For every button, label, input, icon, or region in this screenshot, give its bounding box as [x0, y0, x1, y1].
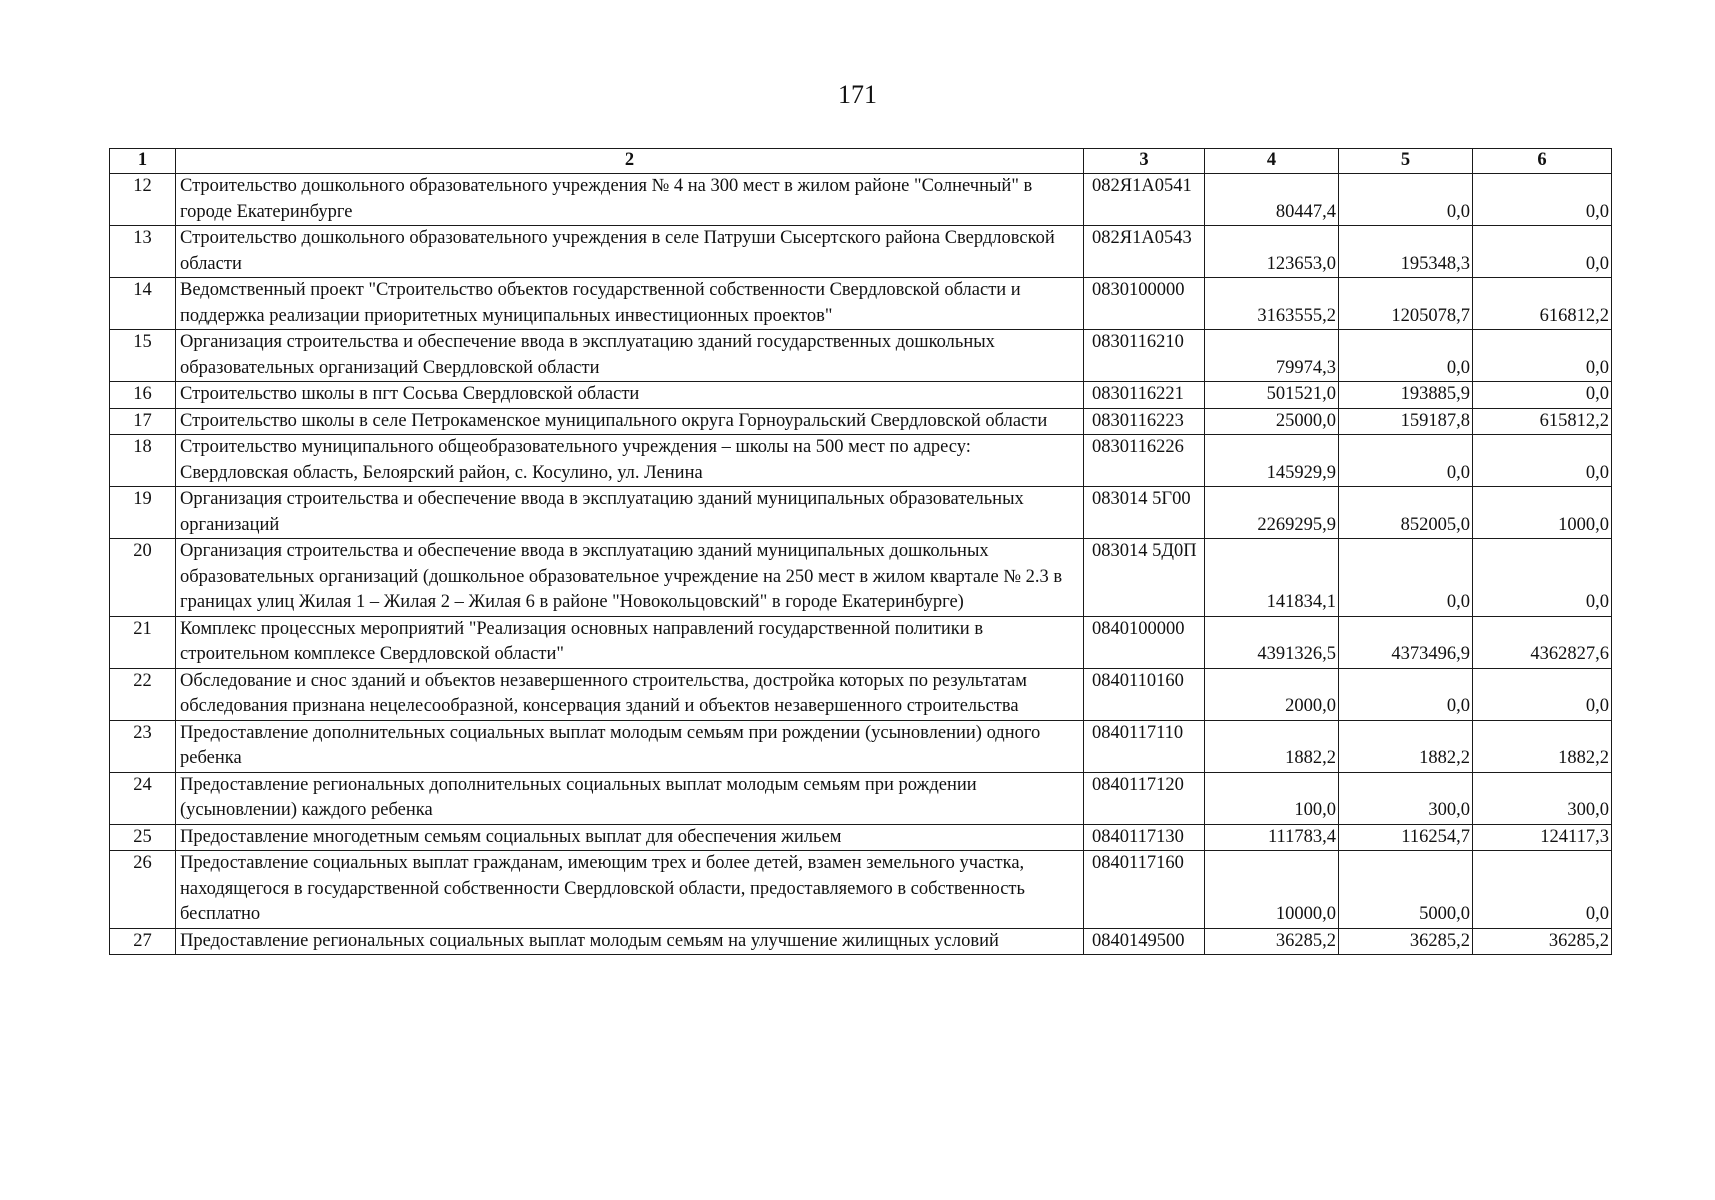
row-value-col5: 0,0	[1339, 330, 1473, 382]
row-value-col5: 4373496,9	[1339, 616, 1473, 668]
row-value-col6: 124117,3	[1473, 824, 1612, 851]
row-value-col5: 0,0	[1339, 174, 1473, 226]
row-name: Организация строительства и обеспечение ввода в эксплуатацию зданий государственных дошкольных образовательных организаций Свердловской области	[176, 330, 1084, 382]
row-code: 0840100000	[1084, 616, 1205, 668]
row-number: 24	[110, 772, 176, 824]
row-name: Комплекс процессных мероприятий "Реализация основных направлений государственной политики в строительном комплексе Свердловской области"	[176, 616, 1084, 668]
row-value-col4: 111783,4	[1205, 824, 1339, 851]
row-value-col4: 145929,9	[1205, 435, 1339, 487]
row-value-col6: 0,0	[1473, 174, 1612, 226]
row-name: Обследование и снос зданий и объектов незавершенного строительства, достройка которых по результатам обследования признана нецелесообразной, консервация зданий и объектов незавершенного строительства	[176, 668, 1084, 720]
row-value-col6: 1882,2	[1473, 720, 1612, 772]
table-row	[110, 720, 1612, 772]
row-code: 0840117130	[1084, 824, 1205, 851]
row-value-col6: 0,0	[1473, 330, 1612, 382]
row-value-col6: 0,0	[1473, 226, 1612, 278]
row-value-col5: 852005,0	[1339, 487, 1473, 539]
table-row	[110, 174, 1612, 226]
row-value-col5: 5000,0	[1339, 851, 1473, 929]
row-code: 0830100000	[1084, 278, 1205, 330]
table-row	[110, 616, 1612, 668]
table-row	[110, 382, 1612, 409]
row-value-col6: 615812,2	[1473, 408, 1612, 435]
row-value-col4: 25000,0	[1205, 408, 1339, 435]
row-code: 0830116221	[1084, 382, 1205, 409]
row-code: 0840110160	[1084, 668, 1205, 720]
table-row	[110, 487, 1612, 539]
row-value-col4: 3163555,2	[1205, 278, 1339, 330]
table-row	[110, 928, 1612, 955]
table-row	[110, 772, 1612, 824]
row-value-col5: 116254,7	[1339, 824, 1473, 851]
row-value-col4: 2000,0	[1205, 668, 1339, 720]
row-value-col6: 0,0	[1473, 668, 1612, 720]
row-value-col6: 0,0	[1473, 539, 1612, 617]
row-code: 0830116210	[1084, 330, 1205, 382]
row-number: 27	[110, 928, 176, 955]
header-row	[110, 149, 1612, 174]
row-name: Организация строительства и обеспечение ввода в эксплуатацию зданий муниципальных образовательных организаций	[176, 487, 1084, 539]
row-number: 25	[110, 824, 176, 851]
table-row	[110, 824, 1612, 851]
row-name: Строительство муниципального общеобразовательного учреждения – школы на 500 мест по адресу: Свердловская область, Белоярский район, с. Косулино, ул. Ленина	[176, 435, 1084, 487]
row-number: 22	[110, 668, 176, 720]
row-value-col4: 4391326,5	[1205, 616, 1339, 668]
row-value-col5: 193885,9	[1339, 382, 1473, 409]
row-number: 18	[110, 435, 176, 487]
row-value-col6: 0,0	[1473, 851, 1612, 929]
header-col-5: 5	[1339, 149, 1473, 174]
row-value-col4: 141834,1	[1205, 539, 1339, 617]
row-value-col4: 123653,0	[1205, 226, 1339, 278]
row-number: 19	[110, 487, 176, 539]
row-value-col5: 0,0	[1339, 435, 1473, 487]
row-value-col6: 0,0	[1473, 382, 1612, 409]
row-value-col5: 0,0	[1339, 539, 1473, 617]
row-value-col6: 4362827,6	[1473, 616, 1612, 668]
row-code: 083014 5Д0П	[1084, 539, 1205, 617]
row-value-col5: 36285,2	[1339, 928, 1473, 955]
row-value-col5: 195348,3	[1339, 226, 1473, 278]
row-value-col5: 1882,2	[1339, 720, 1473, 772]
row-code: 083014 5Г00	[1084, 487, 1205, 539]
row-name: Строительство школы в селе Петрокаменское муниципального округа Горноуральский Свердловской области	[176, 408, 1084, 435]
row-value-col5: 0,0	[1339, 668, 1473, 720]
table-row	[110, 278, 1612, 330]
row-value-col6: 300,0	[1473, 772, 1612, 824]
row-value-col5: 159187,8	[1339, 408, 1473, 435]
row-name: Предоставление многодетным семьям социальных выплат для обеспечения жильем	[176, 824, 1084, 851]
table-row	[110, 435, 1612, 487]
row-code: 0840149500	[1084, 928, 1205, 955]
row-name: Строительство школы в пгт Сосьва Свердловской области	[176, 382, 1084, 409]
row-value-col4: 79974,3	[1205, 330, 1339, 382]
row-value-col5: 1205078,7	[1339, 278, 1473, 330]
page-number: 171	[838, 80, 877, 109]
row-number: 15	[110, 330, 176, 382]
row-code: 0840117160	[1084, 851, 1205, 929]
table-row	[110, 330, 1612, 382]
row-value-col4: 36285,2	[1205, 928, 1339, 955]
row-number: 23	[110, 720, 176, 772]
row-name: Предоставление региональных дополнительных социальных выплат молодым семьям при рождении (усыновлении) каждого ребенка	[176, 772, 1084, 824]
row-number: 17	[110, 408, 176, 435]
row-name: Организация строительства и обеспечение ввода в эксплуатацию зданий муниципальных дошкольных образовательных организаций (дошкольное образовательное учреждение на 250 мест в жилом квартале № 2.3 в границах улиц Жилая 1 – Жилая 2 – Жилая 6 в районе "Новокольцовский" в городе Екатеринбурге)	[176, 539, 1084, 617]
table-row	[110, 408, 1612, 435]
budget-table	[109, 148, 1612, 955]
row-value-col5: 300,0	[1339, 772, 1473, 824]
row-name: Строительство дошкольного образовательного учреждения в селе Патруши Сысертского района Свердловской области	[176, 226, 1084, 278]
table-row	[110, 539, 1612, 617]
table-row	[110, 668, 1612, 720]
row-value-col4: 80447,4	[1205, 174, 1339, 226]
row-value-col6: 0,0	[1473, 435, 1612, 487]
row-number: 14	[110, 278, 176, 330]
row-code: 0830116223	[1084, 408, 1205, 435]
row-value-col6: 1000,0	[1473, 487, 1612, 539]
row-code: 0840117120	[1084, 772, 1205, 824]
row-name: Ведомственный проект "Строительство объектов государственной собственности Свердловской области и поддержка реализации приоритетных муниципальных инвестиционных проектов"	[176, 278, 1084, 330]
row-code: 0830116226	[1084, 435, 1205, 487]
row-value-col4: 501521,0	[1205, 382, 1339, 409]
row-number: 26	[110, 851, 176, 929]
header-col-4: 4	[1205, 149, 1339, 174]
row-name: Предоставление региональных социальных выплат молодым семьям на улучшение жилищных условий	[176, 928, 1084, 955]
header-col-3: 3	[1084, 149, 1205, 174]
row-number: 21	[110, 616, 176, 668]
header-col-2: 2	[176, 149, 1084, 174]
row-number: 20	[110, 539, 176, 617]
row-value-col4: 100,0	[1205, 772, 1339, 824]
row-value-col6: 616812,2	[1473, 278, 1612, 330]
row-code: 0840117110	[1084, 720, 1205, 772]
row-number: 12	[110, 174, 176, 226]
row-code: 082Я1А0543	[1084, 226, 1205, 278]
row-name: Строительство дошкольного образовательного учреждения № 4 на 300 мест в жилом районе "Солнечный" в городе Екатеринбурге	[176, 174, 1084, 226]
header-col-6: 6	[1473, 149, 1612, 174]
row-value-col6: 36285,2	[1473, 928, 1612, 955]
row-value-col4: 1882,2	[1205, 720, 1339, 772]
header-col-1: 1	[110, 149, 176, 174]
table-row	[110, 851, 1612, 929]
row-value-col4: 10000,0	[1205, 851, 1339, 929]
row-name: Предоставление дополнительных социальных выплат молодым семьям при рождении (усыновлении) одного ребенка	[176, 720, 1084, 772]
table-body	[110, 174, 1612, 955]
row-code: 082Я1А0541	[1084, 174, 1205, 226]
row-name: Предоставление социальных выплат гражданам, имеющим трех и более детей, взамен земельного участка, находящегося в государственной собственности Свердловской области, предоставляемого в собственность бесплатно	[176, 851, 1084, 929]
table-header	[110, 149, 1612, 174]
row-number: 16	[110, 382, 176, 409]
table-row	[110, 226, 1612, 278]
row-number: 13	[110, 226, 176, 278]
row-value-col4: 2269295,9	[1205, 487, 1339, 539]
